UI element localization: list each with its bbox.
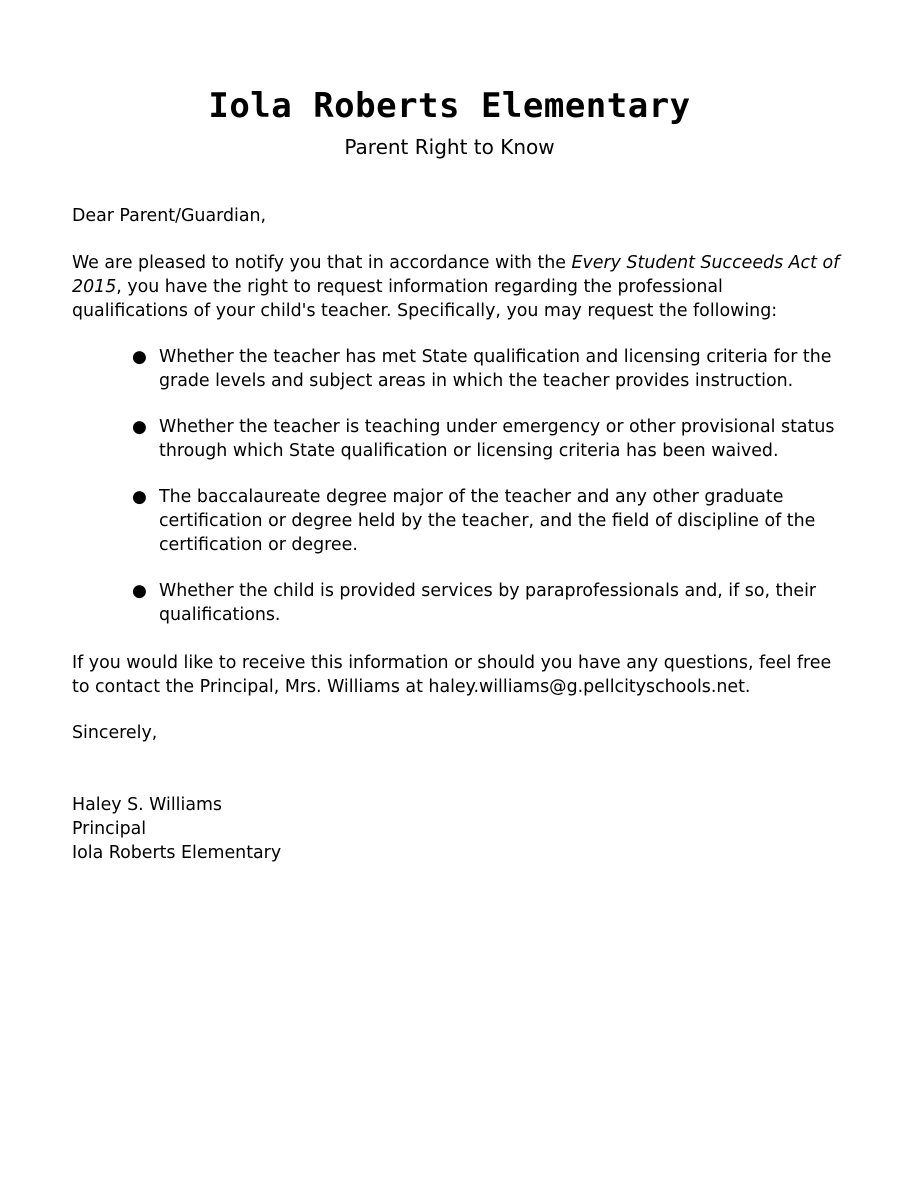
bullet-icon: ● xyxy=(132,581,147,601)
intro-paragraph xyxy=(72,251,842,323)
act-name: Every Student Succeeds Act of 2015 xyxy=(72,253,840,297)
intro-text-start: We are pleased to notify you that in accordance with the xyxy=(72,253,572,273)
signer-name: Haley S. Williams xyxy=(72,795,222,815)
list-item-text: Whether the teacher has met State qualification and licensing criteria for the grade levels and subject areas in which the teacher provides instruction. xyxy=(159,347,832,391)
list-item-text: The baccalaureate degree major of the teacher and any other graduate certification or degree held by the teacher, and the field of discipline of the certification or degree. xyxy=(159,487,816,555)
intro-text-end: , you have the right to request information regarding the professional qualifications of your child's teacher. Specifically, you may request the following: xyxy=(72,277,778,321)
list-item-text: Whether the child is provided services by paraprofessionals and, if so, their qualifications. xyxy=(159,581,817,625)
list-item xyxy=(72,485,842,557)
request-list xyxy=(72,345,842,627)
list-item-text: Whether the teacher is teaching under emergency or other provisional status through which State qualification or licensing criteria has been waived. xyxy=(159,417,835,461)
list-item xyxy=(72,345,842,393)
list-item xyxy=(72,579,842,627)
list-item xyxy=(72,415,842,463)
letter-body xyxy=(72,204,842,865)
signer-role: Principal xyxy=(72,819,147,839)
signature-block xyxy=(72,793,842,865)
bullet-icon: ● xyxy=(132,417,147,437)
school-title: Iola Roberts Elementary xyxy=(208,86,691,126)
bullet-icon: ● xyxy=(132,347,147,367)
closing: Sincerely, xyxy=(72,723,158,743)
signer-school: Iola Roberts Elementary xyxy=(72,843,282,863)
letter-subtitle: Parent Right to Know xyxy=(344,135,555,159)
salutation: Dear Parent/Guardian, xyxy=(72,206,267,226)
bullet-icon: ● xyxy=(132,487,147,507)
contact-paragraph: If you would like to receive this information or should you have any questions, feel free to contact the Principal, Mrs. Williams at haley.williams@g.pellcityschools.net. xyxy=(72,653,832,697)
